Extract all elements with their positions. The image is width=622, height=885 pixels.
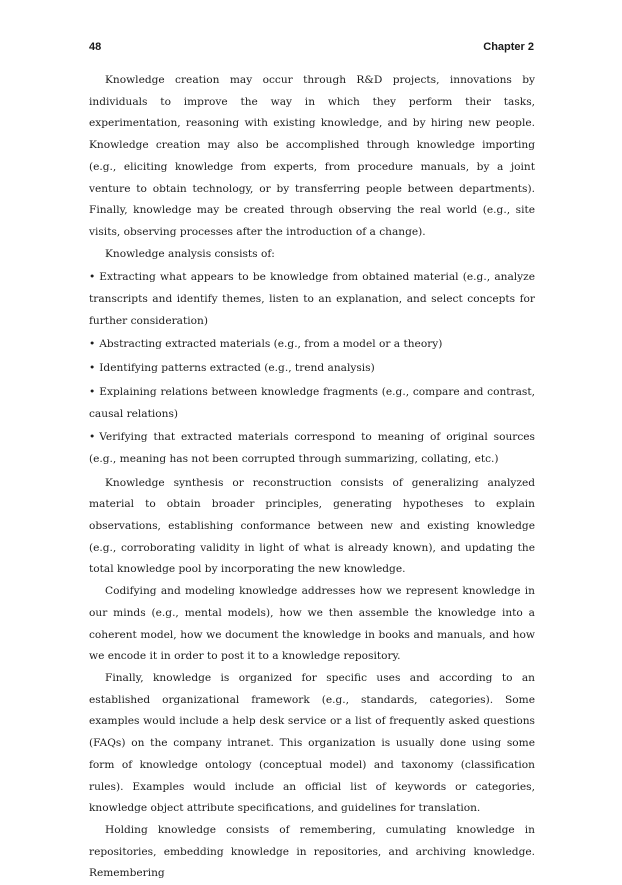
paragraph-holding: Holding knowledge consists of remembering, cumulating knowledge in repositories, embedding knowledge in repositories, and archiving knowledge. Remembering: [89, 823, 535, 880]
list-item-text: Abstracting extracted materials (e.g., from a model or a theory): [99, 338, 443, 351]
list-item: [89, 334, 535, 356]
paragraph-knowledge-creation: Knowledge creation may occur through R&D projects, innovations by individuals to improve the way in which they perform their tasks, experimentation, reasoning with existing knowledge, and by hiring new people. Knowledge creation may also be accomplished through knowledge importing (e.g., eliciting knowledge from experts, from procedure manuals, by a joint venture to obtain technology, or by transferring people between departments). Finally, knowledge may be created through observing the real world (e.g., site visits, observing processes after the introduction of a change).: [89, 74, 535, 238]
paragraph-organizing: Finally, knowledge is organized for specific uses and according to an established organizational framework (e.g., standards, categories). Some examples would include a help desk service or a list of frequently asked questions (FAQs) on the company intranet. This organization is usually done using some form of knowledge ontology (conceptual model) and taxonomy (classification rules). Examples would include an official list of keywords or categories, knowledge object attribute specifications, and guidelines for translation.: [89, 671, 535, 815]
page-number: 48: [89, 41, 102, 53]
bullet-marker: •: [89, 431, 96, 444]
list-item: [89, 382, 535, 425]
paragraph-analysis-intro: Knowledge analysis consists of:: [105, 247, 275, 260]
running-header: [89, 41, 534, 57]
list-item-text: Identifying patterns extracted (e.g., trend analysis): [99, 362, 375, 375]
bullet-marker: •: [89, 271, 96, 284]
chapter-label: Chapter 2: [483, 41, 534, 53]
bullet-marker: •: [89, 338, 96, 351]
bullet-marker: •: [89, 385, 96, 398]
body-text: [89, 70, 535, 885]
list-item-text: Verifying that extracted materials correspond to meaning of original sources (e.g., meaning has not been corrupted through summarizing, collating, etc.): [89, 431, 535, 465]
list-item: [89, 267, 535, 332]
list-item-text: Explaining relations between knowledge fragments (e.g., compare and contrast, causal relations): [89, 385, 535, 420]
list-item: [89, 427, 535, 470]
list-item-text: Extracting what appears to be knowledge from obtained material (e.g., analyze transcripts and identify themes, listen to an explanation, and select concepts for further consideration): [89, 271, 535, 327]
paragraph-synthesis: Knowledge synthesis or reconstruction consists of generalizing analyzed material to obtain broader principles, generating hypotheses to explain observations, establishing conformance between new and existing knowledge (e.g., corroborating validity in light of what is already known), and updating the total knowledge pool by incorporating the new knowledge.: [89, 476, 535, 576]
list-item: [89, 358, 535, 380]
bullet-marker: •: [89, 362, 96, 375]
analysis-bullet-list: [89, 267, 535, 470]
paragraph-codifying: Codifying and modeling knowledge addresses how we represent knowledge in our minds (e.g., mental models), how we then assemble the knowledge into a coherent model, how we document the knowledge in books and manuals, and how we encode it in order to post it to a knowledge repository.: [89, 585, 535, 663]
